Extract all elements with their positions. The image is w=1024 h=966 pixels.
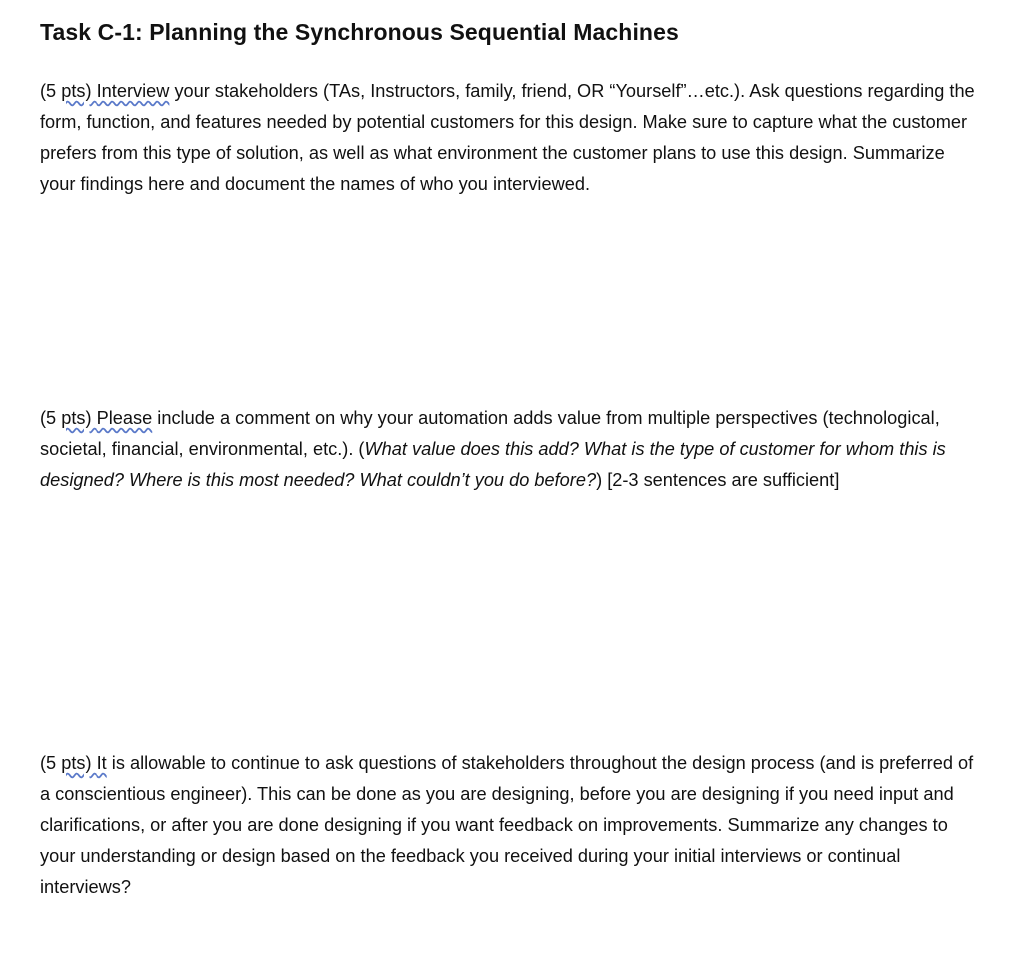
lead-word: Interview [96, 81, 170, 101]
task-title: Task C-1: Planning the Synchronous Sequential Machines [40, 19, 679, 45]
section-text: is allowable to continue to ask questions of stakeholders throughout the design process (and is preferred of a conscientious engineer). This can be done as you are designing, before you are designing if you need input and clarifications, or after you are done designing if you want feedback on improvements. Summarize any changes to your understanding or design based on the feedback you received during your initial interviews or continual interviews? [40, 753, 974, 897]
section-interview-stakeholders [40, 76, 980, 200]
lead-word: Please [96, 408, 153, 428]
section-value-comment [40, 403, 980, 496]
lead-word: It [96, 753, 107, 773]
section-italic-questions: What value does this add? What is the type of customer for whom this is designed? Where is this most needed? What couldn’t you do before? [40, 439, 946, 490]
section-text: your stakeholders (TAs, Instructors, family, friend, OR “Yourself”…etc.). Ask questions regarding the form, function, and features needed by potential customers for this design. Make sure to capture what the customer prefers from this type of solution, as well as what environment the customer plans to use this design. Summarize your findings here and document the names of who you interviewed. [40, 81, 975, 194]
points-label: (5 pts) [40, 408, 97, 428]
section-text: include a comment on why your automation adds value from multiple perspectives (technological, societal, financial, environmental, etc.). ( [40, 408, 940, 459]
points-label: (5 pts) [40, 81, 97, 101]
section-text-end: ) [2-3 sentences are sufficient] [596, 470, 840, 490]
section-continual-feedback [40, 748, 980, 903]
points-label: (5 pts) [40, 753, 97, 773]
